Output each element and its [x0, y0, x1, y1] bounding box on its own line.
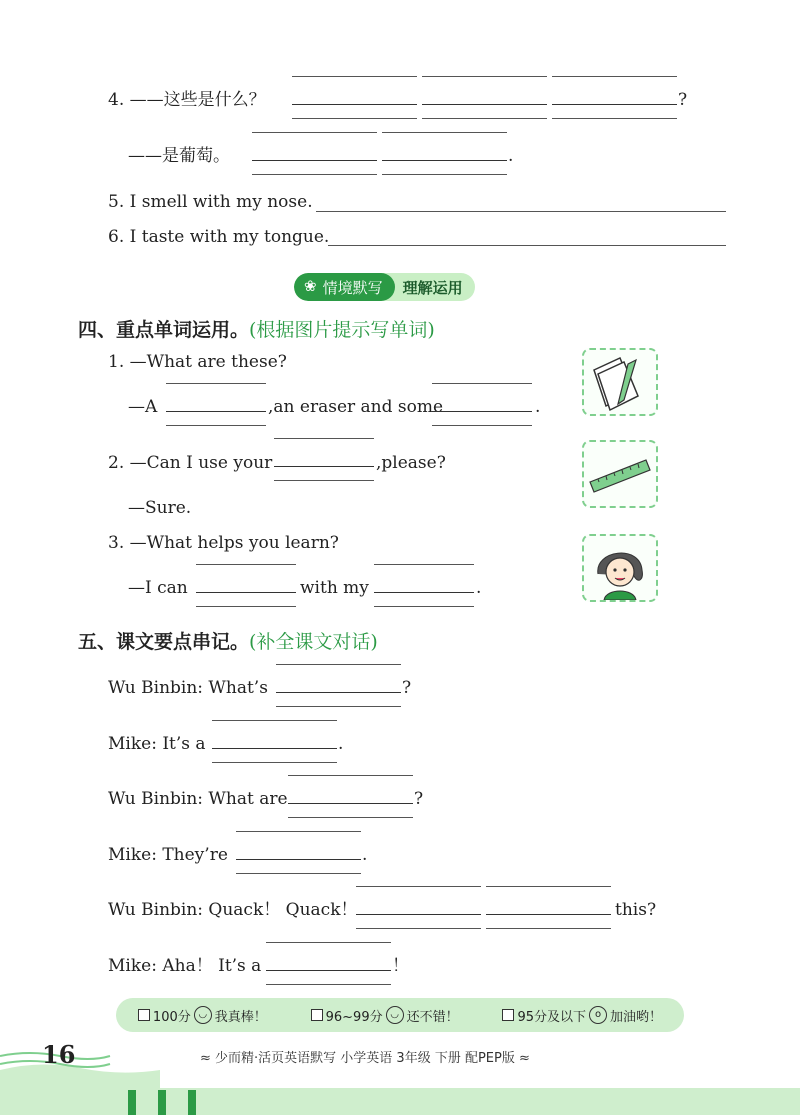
dialog-line-5: Wu Binbin: Quack！ Quack！ — [108, 900, 358, 920]
score-95-below — [502, 1006, 662, 1025]
answer-blank[interactable] — [288, 775, 413, 799]
answer-blank[interactable] — [422, 76, 547, 100]
flower-icon: ❀ — [304, 277, 317, 295]
answer-blank[interactable] — [432, 383, 532, 407]
dialog-line-1-end: ? — [402, 678, 412, 698]
answer-blank[interactable] — [382, 132, 507, 156]
score-100 — [138, 1006, 267, 1025]
dialog-line-4: Mike: They’re — [108, 845, 228, 865]
answer-blank[interactable] — [356, 886, 481, 910]
footer-text: ≈ 少而精·活页英语默写 小学英语 3年级 下册 配PEP版 ≈ — [200, 1051, 530, 1066]
s4-q2-answer: —Sure. — [128, 498, 192, 518]
dialog-line-2: Mike: It’s a — [108, 734, 206, 754]
score-96-99-checkbox[interactable] — [311, 1009, 323, 1021]
s4-q3-answer-mid: with my — [300, 578, 369, 598]
translation-line[interactable] — [316, 211, 726, 213]
score-95-label: 95分及以下 — [517, 1009, 587, 1025]
s4-q1-answer-end: . — [535, 397, 541, 417]
answer-blank[interactable] — [274, 438, 374, 462]
score-96-99-msg: 还不错！ — [406, 1009, 459, 1025]
answer-blank[interactable] — [374, 564, 474, 588]
s4-q2-question-pre: 2. —Can I use your — [108, 453, 273, 473]
q4-question: 4. ——这些是什么？ — [108, 90, 266, 110]
score-100-checkbox[interactable] — [138, 1009, 150, 1021]
cheer-face-icon: o — [589, 1006, 607, 1024]
q5-sentence: 5. I smell with my nose. — [108, 192, 313, 212]
score-95-checkbox[interactable] — [502, 1009, 514, 1021]
score-96-99-label: 96~99分 — [325, 1009, 383, 1025]
dialog-line-5-end: this? — [615, 900, 657, 920]
section4-note: (根据图片提示写单词) — [249, 319, 435, 341]
banner-left-label: 情境默写 — [322, 279, 383, 297]
section-banner — [294, 273, 475, 301]
q6-sentence: 6. I taste with my tongue. — [108, 227, 330, 247]
banner-right-label: 理解运用 — [402, 279, 463, 297]
s4-q3-answer-end: . — [476, 578, 482, 598]
ruler-picture — [582, 440, 658, 508]
page-number: 16 — [42, 1040, 76, 1069]
dialog-line-4-end: . — [362, 845, 368, 865]
score-100-msg: 我真棒！ — [214, 1009, 267, 1025]
s4-q1-answer-pre: —A — [128, 397, 158, 417]
dialog-line-1: Wu Binbin: What’s — [108, 678, 268, 698]
section5-note: (补全课文对话) — [249, 631, 378, 653]
answer-blank[interactable] — [196, 564, 296, 588]
dialog-line-6: Mike: Aha！ It’s a — [108, 956, 262, 976]
translation-line[interactable] — [328, 245, 726, 247]
s4-q2-question-end: ,please? — [376, 453, 446, 473]
s4-q3-question: 3. —What helps you learn? — [108, 533, 339, 553]
section4-title: 四、重点单词运用。 — [78, 319, 250, 341]
score-100-label: 100分 — [152, 1009, 191, 1025]
q4-answer: ——是葡萄。 — [128, 146, 230, 166]
footer-bar — [128, 1090, 136, 1115]
self-score-bar — [116, 998, 684, 1032]
section5-title: 五、课文要点串记。 — [78, 631, 250, 653]
banner-left — [294, 273, 395, 301]
footer-bar — [188, 1090, 196, 1115]
s4-q1-answer-mid: ,an eraser and some — [268, 397, 444, 417]
footer-bar — [158, 1090, 166, 1115]
s4-q1-question: 1. —What are these? — [108, 352, 287, 372]
answer-blank[interactable] — [292, 76, 417, 100]
paper-pencil-picture — [582, 348, 658, 416]
answer-blank[interactable] — [236, 831, 361, 855]
score-95-msg: 加油哟！ — [610, 1009, 663, 1025]
dialog-line-2-end: . — [338, 734, 344, 754]
girl-listening-picture — [582, 534, 658, 602]
happy-face-icon: ◡ — [194, 1006, 212, 1024]
answer-blank[interactable] — [212, 720, 337, 744]
q4-end: ? — [678, 90, 688, 110]
answer-blank[interactable] — [266, 942, 391, 966]
smile-face-icon: ◡ — [386, 1006, 404, 1024]
answer-blank[interactable] — [252, 132, 377, 156]
answer-blank[interactable] — [166, 383, 266, 407]
answer-blank[interactable] — [486, 886, 611, 910]
answer-blank[interactable] — [552, 76, 677, 100]
answer-blank[interactable] — [276, 664, 401, 688]
dialog-line-3: Wu Binbin: What are — [108, 789, 288, 809]
score-96-99 — [311, 1006, 459, 1025]
q4-answer-end: . — [508, 146, 514, 166]
section5-heading — [78, 627, 378, 654]
section4-heading — [78, 315, 435, 342]
dialog-line-3-end: ? — [414, 789, 424, 809]
dialog-line-6-end: ！ — [392, 956, 409, 976]
s4-q3-answer-pre: —I can — [128, 578, 188, 598]
